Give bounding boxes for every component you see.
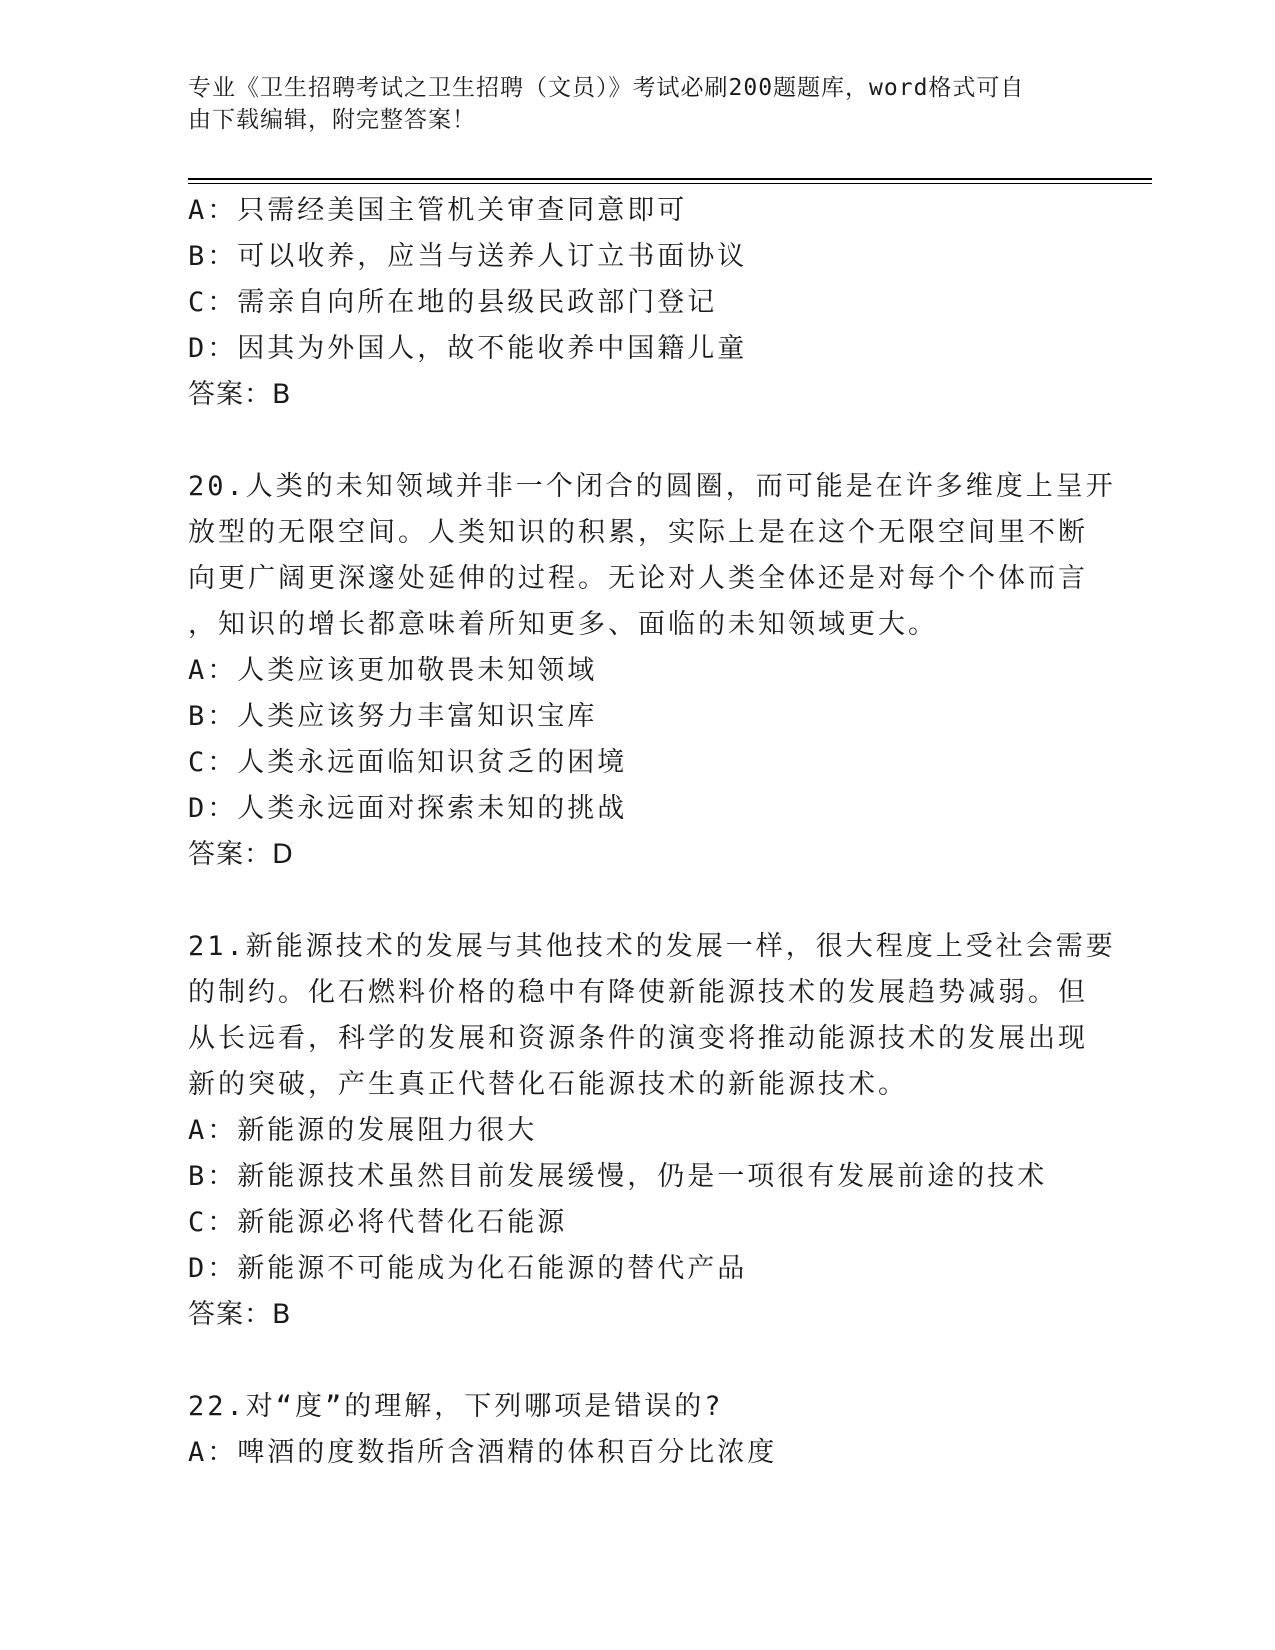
option-b: B：新能源技术虽然目前发展缓慢，仍是一项很有发展前途的技术 [188, 1161, 1048, 1192]
question-stem-line: 从长远看，科学的发展和资源条件的演变将推动能源技术的发展出现 [188, 1023, 1088, 1054]
header-line-1: 专业《卫生招聘考试之卫生招聘（文员）》考试必刷200题题库，word格式可自 [188, 75, 1025, 101]
question-stem-line: 的制约。化石燃料价格的稳中有降使新能源技术的发展趋势减弱。但 [188, 977, 1088, 1008]
answer-line: 答案：D [188, 839, 294, 870]
answer-line: 答案：B [188, 379, 292, 410]
option-b: B：人类应该努力丰富知识宝库 [188, 701, 598, 732]
question-spacer [188, 878, 1088, 924]
option-a: A：人类应该更加敬畏未知领域 [188, 655, 598, 686]
question-stem-line: 新的突破，产生真正代替化石能源技术的新能源技术。 [188, 1069, 908, 1100]
document-header [188, 72, 1088, 136]
question-21 [188, 924, 1116, 1338]
question-20 [188, 464, 1116, 878]
option-c: C：需亲自向所在地的县级民政部门登记 [188, 287, 718, 318]
question-spacer [188, 418, 1088, 464]
option-d: D：新能源不可能成为化石能源的替代产品 [188, 1253, 748, 1284]
question-22 [188, 1384, 1088, 1476]
option-b: B：可以收养，应当与送养人订立书面协议 [188, 241, 748, 272]
question-stem-line: ，知识的增长都意味着所知更多、面临的未知领域更大。 [188, 609, 938, 640]
answer-line: 答案：B [188, 1299, 292, 1330]
header-rule-thick [188, 178, 1152, 180]
header-rule-thin [188, 183, 1152, 184]
question-stem-line: 放型的无限空间。人类知识的积累，实际上是在这个无限空间里不断 [188, 517, 1088, 548]
option-c: C：人类永远面临知识贫乏的困境 [188, 747, 628, 778]
option-d: D：人类永远面对探索未知的挑战 [188, 793, 628, 824]
option-a: A：新能源的发展阻力很大 [188, 1115, 538, 1146]
option-a: A：只需经美国主管机关审查同意即可 [188, 195, 688, 226]
option-a: A：啤酒的度数指所含酒精的体积百分比浓度 [188, 1437, 778, 1468]
question-stem-line: 向更广阔更深邃处延伸的过程。无论对人类全体还是对每个个体而言 [188, 563, 1088, 594]
option-c: C：新能源必将代替化石能源 [188, 1207, 568, 1238]
question-stem-line: 21.新能源技术的发展与其他技术的发展一样，很大程度上受社会需要 [188, 931, 1116, 962]
question-19-tail [188, 188, 1088, 418]
option-d: D：因其为外国人，故不能收养中国籍儿童 [188, 333, 748, 364]
question-spacer [188, 1338, 1088, 1384]
question-list [188, 188, 1116, 1476]
header-line-2: 由下载编辑，附完整答案！ [188, 107, 476, 133]
question-stem-line: 22.对“度”的理解，下列哪项是错误的? [188, 1391, 724, 1422]
question-stem-line: 20.人类的未知领域并非一个闭合的圆圈，而可能是在许多维度上呈开 [188, 471, 1116, 502]
